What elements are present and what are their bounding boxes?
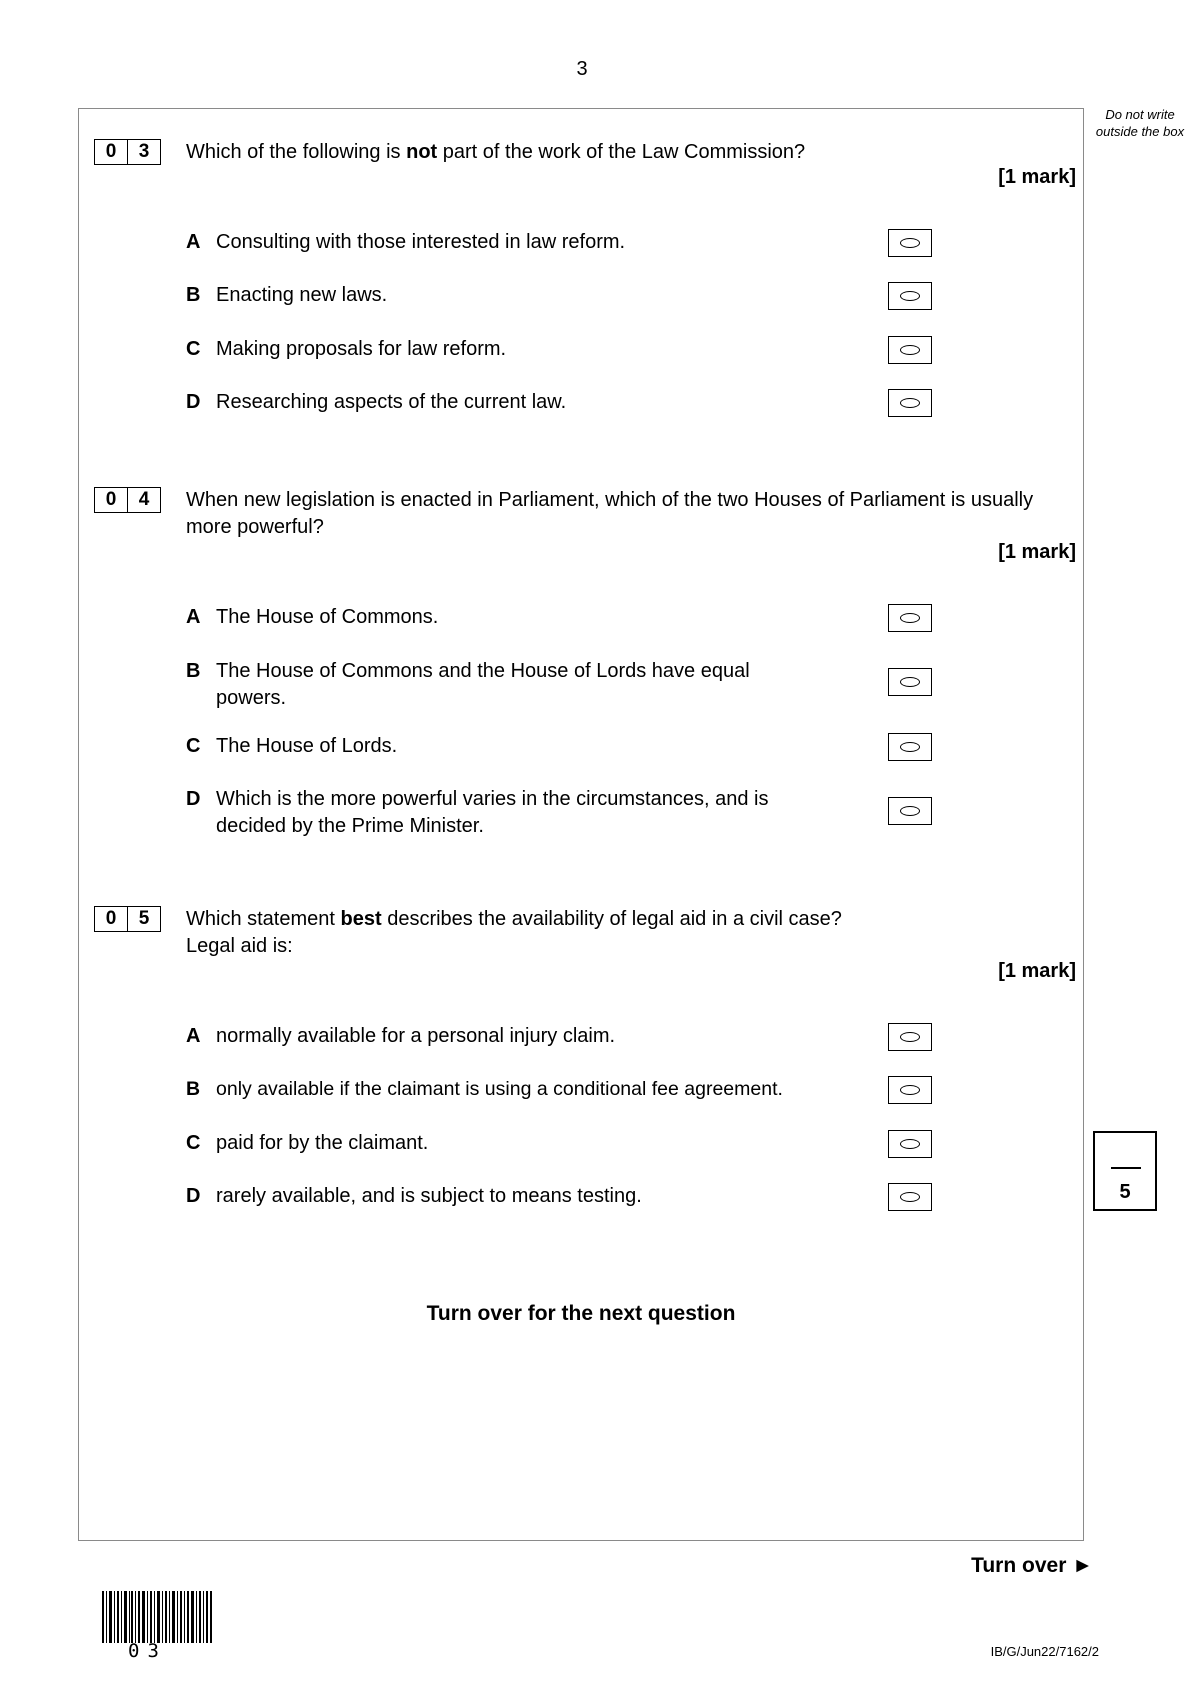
option-letter: B (186, 1078, 201, 1100)
answer-oval-icon (900, 238, 920, 248)
answer-box-05-b[interactable] (888, 1076, 932, 1104)
answer-box-03-c[interactable] (888, 336, 932, 364)
answer-box-04-c[interactable] (888, 733, 932, 761)
answer-box-05-d[interactable] (888, 1183, 932, 1211)
question-number-03 (94, 139, 161, 165)
paper-reference-code: IB/G/Jun22/7162/2 (990, 1644, 1099, 1659)
option-text: only available if the claimant is using a conditional fee agreement. (216, 1078, 783, 1100)
question-number-04 (94, 487, 161, 513)
option-letter: D (186, 788, 201, 810)
option-letter: D (186, 1185, 201, 1207)
option-letter: A (186, 606, 201, 628)
question-number-digit: 5 (127, 907, 160, 931)
option-text: paid for by the claimant. (216, 1132, 429, 1154)
option-text: Making proposals for law reform. (216, 338, 507, 360)
answer-oval-icon (900, 806, 920, 816)
option-03-d (186, 389, 866, 416)
option-05-b (186, 1076, 886, 1103)
option-03-c (186, 336, 866, 363)
margin-note: Do not write outside the box (1095, 107, 1185, 139)
option-text: Consulting with those interested in law reform. (216, 231, 626, 253)
option-text: Researching aspects of the current law. (216, 391, 567, 413)
answer-oval-icon (900, 1085, 920, 1095)
score-total: 5 (1119, 1181, 1131, 1203)
option-letter: A (186, 1025, 201, 1047)
question-text-04: When new legislation is enacted in Parliament, which of the two Houses of Parliament is usually more powerful? (186, 489, 1034, 538)
option-04-b (186, 658, 806, 712)
mark-allocation: [1 mark] (998, 960, 1076, 982)
answer-oval-icon (900, 398, 920, 408)
option-letter: A (186, 231, 201, 253)
turn-over-next-question: Turn over for the next question (426, 1302, 736, 1325)
option-text: Which is the more powerful varies in the circumstances, and is decided by the Prime Minister. (216, 788, 769, 837)
answer-oval-icon (900, 291, 920, 301)
answer-oval-icon (900, 1032, 920, 1042)
option-text: normally available for a personal injury claim. (216, 1025, 616, 1047)
question-number-digit: 3 (127, 140, 160, 164)
option-05-d (186, 1183, 866, 1210)
answer-oval-icon (900, 613, 920, 623)
option-letter: C (186, 1132, 201, 1154)
score-divider (1111, 1167, 1141, 1169)
option-text: The House of Commons. (216, 606, 439, 628)
question-number-digit: 0 (105, 489, 117, 510)
answer-box-05-c[interactable] (888, 1130, 932, 1158)
answer-box-04-a[interactable] (888, 604, 932, 632)
answer-box-04-d[interactable] (888, 797, 932, 825)
option-04-d (186, 786, 826, 840)
turn-over-label: Turn over ► (971, 1554, 1093, 1577)
question-text-05: Which statement best describes the availability of legal aid in a civil case? Legal aid is: (186, 908, 842, 957)
option-letter: B (186, 660, 201, 682)
answer-oval-icon (900, 345, 920, 355)
option-text: The House of Lords. (216, 735, 398, 757)
answer-oval-icon (900, 1192, 920, 1202)
option-letter: C (186, 338, 201, 360)
question-text-03: Which of the following is not part of the work of the Law Commission? (186, 141, 806, 163)
barcode-number: 03 (128, 1640, 167, 1662)
answer-box-05-a[interactable] (888, 1023, 932, 1051)
question-number-digit: 0 (105, 141, 117, 162)
answer-oval-icon (900, 1139, 920, 1149)
question-number-digit: 4 (127, 488, 160, 512)
mark-allocation: [1 mark] (998, 541, 1076, 563)
answer-box-03-d[interactable] (888, 389, 932, 417)
option-04-c (186, 733, 866, 760)
option-03-a (186, 229, 866, 256)
page-number: 3 (576, 58, 588, 80)
answer-oval-icon (900, 742, 920, 752)
question-number-digit: 0 (105, 908, 117, 929)
question-number-05 (94, 906, 161, 932)
option-05-a (186, 1023, 876, 1050)
option-letter: D (186, 391, 201, 413)
answer-box-03-b[interactable] (888, 282, 932, 310)
answer-box-03-a[interactable] (888, 229, 932, 257)
option-03-b (186, 282, 866, 309)
mark-allocation: [1 mark] (998, 166, 1076, 188)
option-05-c (186, 1130, 866, 1157)
option-text: The House of Commons and the House of Lords have equal powers. (216, 660, 750, 709)
answer-box-04-b[interactable] (888, 668, 932, 696)
option-letter: B (186, 284, 201, 306)
page-score-box (1093, 1131, 1157, 1211)
barcode-icon (102, 1591, 212, 1643)
option-letter: C (186, 735, 201, 757)
option-text: Enacting new laws. (216, 284, 388, 306)
answer-oval-icon (900, 677, 920, 687)
option-text: rarely available, and is subject to means testing. (216, 1185, 642, 1207)
option-04-a (186, 604, 866, 631)
